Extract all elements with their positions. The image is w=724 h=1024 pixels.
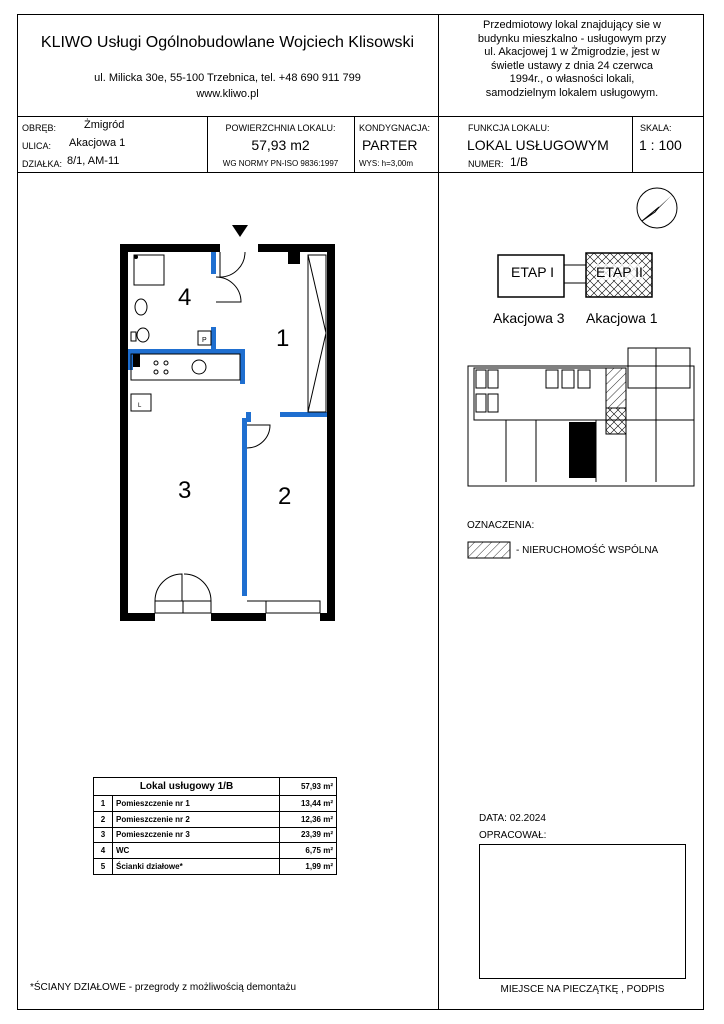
pow-value: 57,93 m2 xyxy=(251,137,310,153)
skala-value: 1 : 100 xyxy=(639,137,682,153)
notice-line: 1994r., o własności lokali, xyxy=(509,73,635,86)
funkcja-label: FUNKCJA LOKALU: xyxy=(468,123,550,133)
building-overview-plan xyxy=(466,346,696,492)
stamp-box xyxy=(479,844,686,979)
pow-label: POWIERZCHNIA LOKALU: xyxy=(225,123,336,133)
row-area: 6,75 m² xyxy=(280,843,337,859)
info-sep-3 xyxy=(632,116,633,172)
notice-line: budynku mieszkalno - usługowym przy xyxy=(477,32,667,45)
legend-title: OZNACZENIA: xyxy=(467,520,535,531)
row-area: 1,99 m² xyxy=(280,859,337,875)
ulica-value: Akacjowa 1 xyxy=(69,137,126,149)
table-row xyxy=(94,859,337,875)
info-sep-2 xyxy=(354,116,355,172)
row-number: 3 xyxy=(94,827,113,843)
table-row xyxy=(94,811,337,827)
row-name: Pomieszczenie nr 1 xyxy=(113,796,280,812)
funkcja-value: LOKAL USŁUGOWYM xyxy=(467,137,609,153)
hatch-legend-icon xyxy=(467,541,511,559)
row-area: 23,39 m² xyxy=(280,827,337,843)
row-number: 2 xyxy=(94,811,113,827)
notice-line: Przedmiotowy lokal znajdujący sie w xyxy=(483,19,661,31)
street-2-label: Akacjowa 1 xyxy=(586,310,658,326)
street-1-label: Akacjowa 3 xyxy=(493,310,565,326)
notice-line: samodzielnym lokalem usługowym. xyxy=(485,86,659,99)
row-area: 13,44 m² xyxy=(280,796,337,812)
room-2-label: 2 xyxy=(278,483,292,510)
kond-label: KONDYGNACJA: xyxy=(359,123,431,133)
room-3-label: 3 xyxy=(178,477,192,504)
table-row xyxy=(94,843,337,859)
obreb-label: OBRĘB: xyxy=(22,123,57,133)
obreb-value: Żmigród xyxy=(84,119,125,131)
row-area: 12,36 m² xyxy=(280,811,337,827)
table-row xyxy=(94,827,337,843)
company-address: ul. Milicka 30e, 55-100 Trzebnica, tel. +48 690 911 799 xyxy=(94,72,361,84)
table-header-row xyxy=(94,778,337,796)
table-total: 57,93 m² xyxy=(280,778,337,796)
entrance-arrow-icon xyxy=(232,225,248,237)
date-label: DATA: 02.2024 xyxy=(479,813,546,824)
row-name: Pomieszczenie nr 2 xyxy=(113,811,280,827)
north-arrow-icon xyxy=(632,185,682,231)
etap-1-label: ETAP I xyxy=(511,264,555,280)
company-website: www.kliwo.pl xyxy=(196,88,259,100)
company-name: KLIWO Usługi Ogólnobudowlane Wojciech Klisowski xyxy=(40,34,415,51)
numer-label: NUMER: xyxy=(468,159,504,169)
ulica-label: ULICA: xyxy=(22,141,52,151)
stamp-caption: MIEJSCE NA PIECZĄTKĘ , PODPIS xyxy=(500,984,665,995)
rooms-table xyxy=(93,777,337,875)
notice-line: świetle ustawy z dnia 24 czerwca xyxy=(490,59,653,72)
row-number: 4 xyxy=(94,843,113,859)
wys-value: WYS: h=3,00m xyxy=(359,159,414,168)
header-divider xyxy=(17,116,704,117)
skala-label: SKALA: xyxy=(640,123,672,133)
table-row xyxy=(94,796,337,812)
row-name: Ścianki działowe* xyxy=(113,859,280,875)
legal-notice xyxy=(442,19,702,101)
etap-2-label: ETAP II xyxy=(596,264,643,280)
opracowal-label: OPRACOWAŁ: xyxy=(479,830,547,841)
notice-line: ul. Akacjowej 1 w Żmigrodzie, jest w xyxy=(484,46,660,59)
row-name: Pomieszczenie nr 3 xyxy=(113,827,280,843)
legend-item: - NIERUCHOMOŚĆ WSPÓLNA xyxy=(516,545,659,556)
row-name: WC xyxy=(113,843,280,859)
dzialka-label: DZIAŁKA: xyxy=(22,159,63,169)
partition-note: *ŚCIANY DZIAŁOWE - przegrody z możliwością demontażu xyxy=(30,982,297,993)
row-number: 5 xyxy=(94,859,113,875)
symbol-l: L xyxy=(138,403,142,409)
vertical-divider xyxy=(438,14,439,1010)
info-divider xyxy=(17,172,704,173)
dzialka-value: 8/1, AM-11 xyxy=(67,155,120,167)
room-4-label: 4 xyxy=(178,284,192,311)
floor-plan xyxy=(110,215,350,630)
room-1-label: 1 xyxy=(276,325,290,352)
pow-norm: WG NORMY PN-ISO 9836:1997 xyxy=(222,159,339,168)
numer-value: 1/B xyxy=(510,155,529,169)
table-title: Lokal usługowy 1/B xyxy=(94,778,280,796)
row-number: 1 xyxy=(94,796,113,812)
symbol-p: P xyxy=(202,337,207,344)
kond-value: PARTER xyxy=(362,137,418,153)
